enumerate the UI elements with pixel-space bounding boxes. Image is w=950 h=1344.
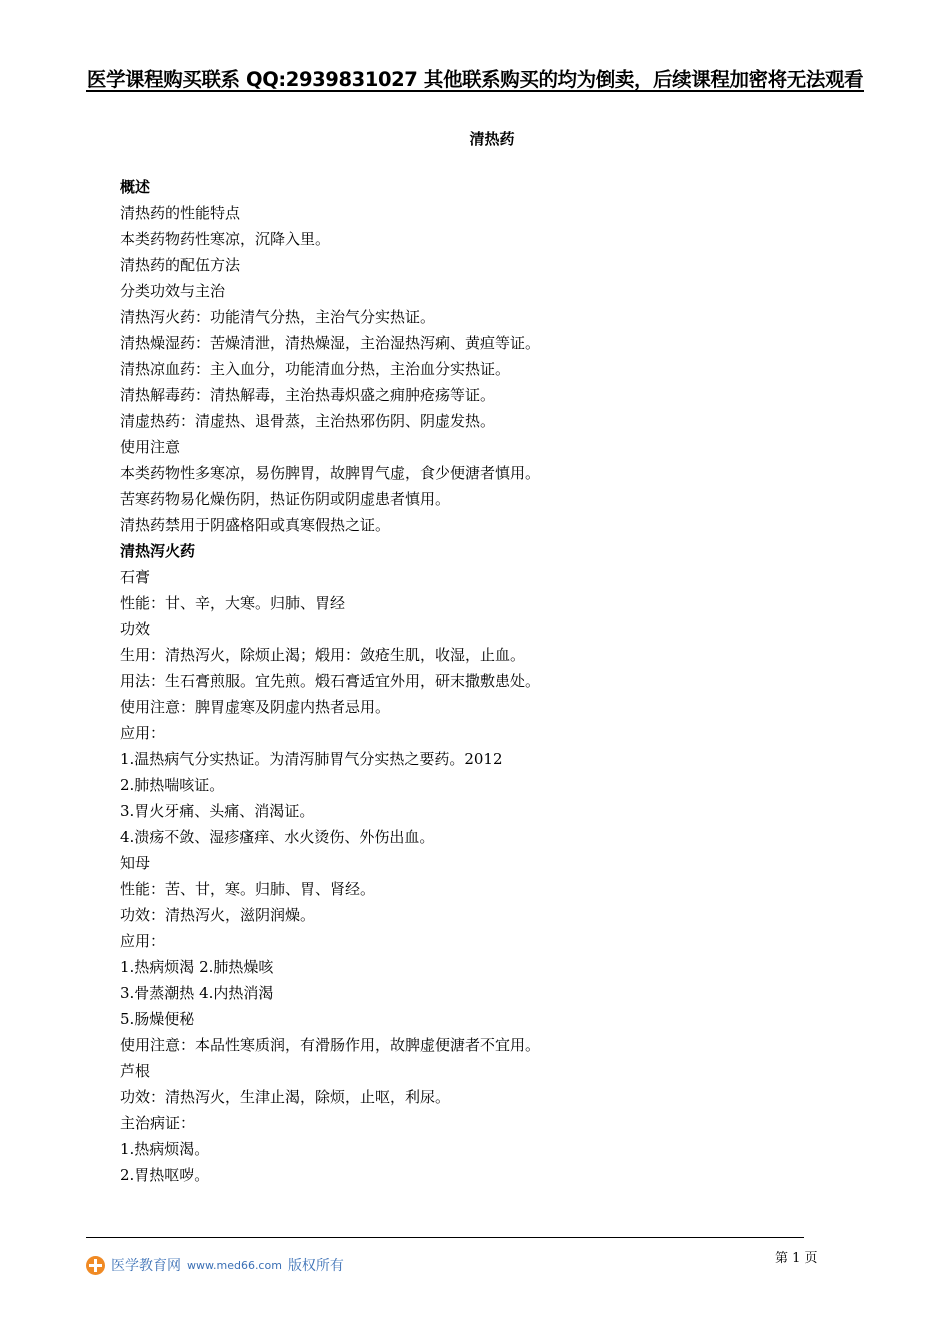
text-line: 清热泻火药：功能清气分热，主治气分实热证。 [120,308,436,326]
text-line: 清热药的性能特点 [120,204,241,222]
text-line: 1.热病烦渴。 [120,1140,210,1158]
text-line: 清热凉血药：主入血分，功能清血分热，主治血分实热证。 [120,360,511,378]
text-line: 5.肠燥便秘 [120,1010,195,1028]
text-line: 用法：生石膏煎服。宜先煎。煅石膏适宜外用，研末撒敷患处。 [120,672,541,690]
text-line: 知母 [120,854,151,872]
page-number: 第 1 页 [775,1251,818,1266]
text-line: 清热药禁用于阴盛格阳或真寒假热之证。 [120,516,391,534]
text-line: 主治病证： [120,1114,196,1132]
text-line: 2.胃热呕哕。 [120,1166,210,1184]
text-line: 使用注意：本品性寒质润，有滑肠作用，故脾虚便溏者不宜用。 [120,1036,541,1054]
text-line: 1.热病烦渴 2.肺热燥咳 [120,958,274,976]
text-line: 使用注意：脾胃虚寒及阴虚内热者忌用。 [120,698,391,716]
text-line: 苦寒药物易化燥伤阴，热证伤阴或阴虚患者慎用。 [120,490,451,508]
text-line: 清虚热药：清虚热、退骨蒸，主治热邪伤阴、阴虚发热。 [120,412,496,430]
page-title: 清热药 [469,130,515,148]
footer-site-name: 医学教育网 [111,1258,181,1274]
text-line: 本类药物药性寒凉，沉降入里。 [120,230,331,248]
text-line: 清热药的配伍方法 [120,256,241,274]
section-heading: 清热泻火药 [120,542,196,560]
footer-divider [86,1237,804,1238]
text-line: 石膏 [120,568,151,586]
footer-url: www.med66.com [187,1258,282,1272]
text-line: 芦根 [120,1062,151,1080]
header-banner: 医学课程购买联系 QQ:2939831027 其他联系购买的均为倒卖，后续课程加密将无法观看 [86,68,864,91]
medical-cross-icon [86,1256,105,1275]
text-line: 清热解毒药：清热解毒，主治热毒炽盛之痈肿疮疡等证。 [120,386,496,404]
header-divider [86,90,864,92]
text-line: 应用： [120,932,166,950]
text-line: 性能：苦、甘，寒。归肺、胃、肾经。 [120,880,376,898]
text-line: 分类功效与主治 [120,282,226,300]
text-line: 使用注意 [120,438,181,456]
text-line: 4.溃疡不敛、湿疹瘙痒、水火烫伤、外伤出血。 [120,828,435,846]
text-line: 功效 [120,620,151,638]
text-line: 功效：清热泻火，滋阴润燥。 [120,906,316,924]
text-line: 清热燥湿药：苦燥清泄，清热燥湿，主治湿热泻痢、黄疸等证。 [120,334,541,352]
text-line: 应用： [120,724,166,742]
document-body [120,174,840,1188]
section-heading: 概述 [120,178,151,196]
footer-logo [86,1255,344,1275]
text-line: 功效：清热泻火，生津止渴，除烦，止呕，利尿。 [120,1088,451,1106]
text-line: 3.胃火牙痛、头痛、消渴证。 [120,802,315,820]
text-line: 本类药物性多寒凉，易伤脾胃，故脾胃气虚，食少便溏者慎用。 [120,464,541,482]
footer-rights: 版权所有 [287,1258,344,1274]
text-line: 2.肺热喘咳证。 [120,776,225,794]
text-line: 1.温热病气分实热证。为清泻肺胃气分实热之要药。2012 [120,750,503,768]
text-line: 性能：甘、辛，大寒。归肺、胃经 [120,594,346,612]
text-line: 生用：清热泻火，除烦止渴；煅用：敛疮生肌，收湿，止血。 [120,646,526,664]
text-line: 3.骨蒸潮热 4.内热消渴 [120,984,274,1002]
